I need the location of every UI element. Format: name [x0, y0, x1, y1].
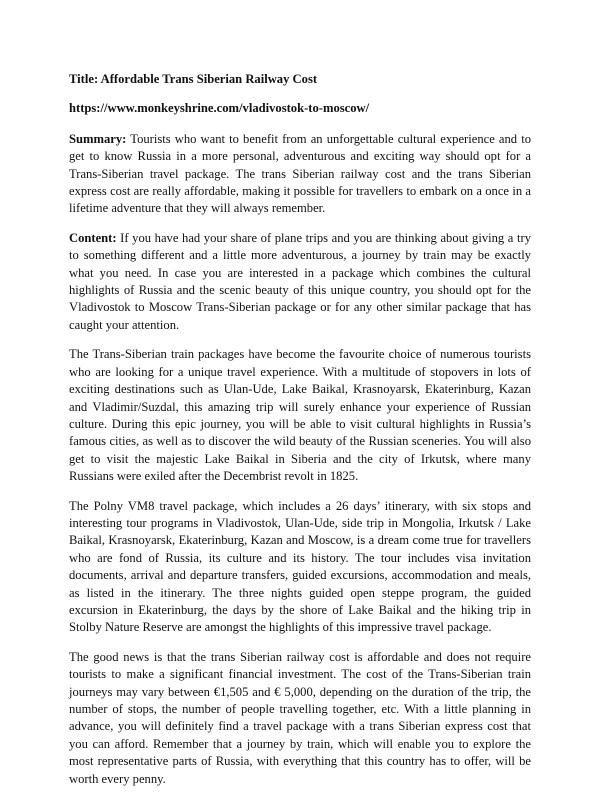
summary-text: Tourists who want to benefit from an unforgettable cultural experience and to get to know Russia in a more personal, adventurous and exciting way should opt for a Trans-Siberian travel package. The trans Siberian railway cost and the trans Siberian express cost are really affordable, making it possible for travellers to embark on a once in a lifetime adventure that they will always remember.	[69, 131, 531, 216]
summary-paragraph	[69, 131, 531, 218]
body-paragraph: The good news is that the trans Siberian railway cost is affordable and does not require tourists to make a significant financial investment. The cost of the Trans-Siberian train journeys may vary between €1,505 and € 5,000, depending on the duration of the trip, the number of stops, the number of people travelling together, etc. With a little planning in advance, you will definitely find a travel package with a trans Siberian express cost that you can afford. Remember that a journey by train, which will enable you to explore the most representative parts of Russia, with everything that this country has to offer, will be worth every penny.	[69, 649, 531, 786]
document-url: https://www.monkeyshrine.com/vladivostok-to-moscow/	[69, 101, 370, 116]
body-paragraph: The Polny VM8 travel package, which includes a 26 days’ itinerary, with six stops and interesting tour programs in Vladivostok, Ulan-Ude, side trip in Mongolia, Irkutsk / Lake Baikal, Krasnoyarsk, Ekaterinburg, Kazan and Moscow, is a dream come true for travellers who are fond of Russia, its culture and its history. The tour includes visa invitation documents, arrival and departure transfers, guided excursions, accommodation and meals, as listed in the itinerary. The three nights guided open steppe program, the guided excursion in Ekaterinburg, the days by the shore of Lake Baikal and the hiking trip in Stolby Nature Reserve are amongst the highlights of this impressive travel package.	[69, 498, 531, 635]
content-paragraph	[69, 230, 531, 334]
body-paragraph: The Trans-Siberian train packages have become the favourite choice of numerous tourists who are looking for a unique travel experience. With a multitude of stopovers in lots of exciting destinations such as Ulan-Ude, Lake Baikal, Krasnoyarsk, Ekaterinburg, Kazan and Vladimir/Suzdal, this amazing trip will surely enhance your experience of Russian culture. During this epic journey, you will be able to visit cultural highlights in Russia’s famous cities, as well as to discover the wild beauty of the Russian sceneries. You will also get to visit the majestic Lake Baikal in Siberia and the city of Irkutsk, where many Russians were exiled after the Decembrist revolt in 1825.	[69, 347, 531, 484]
summary-label: Summary:	[69, 131, 127, 146]
document-title: Title: Affordable Trans Siberian Railway Cost	[69, 72, 318, 86]
document-page	[69, 71, 531, 800]
content-label: Content:	[69, 230, 117, 245]
content-text: If you have had your share of plane trips and you are thinking about giving a try to something different and a little more adventurous, a journey by train may be exactly what you need. In case you are interested in a package which combines the cultural highlights of Russia and the scenic beauty of this unique country, you should opt for the Vladivostok to Moscow Trans-Siberian package or for any other similar package that has caught your attention.	[69, 230, 531, 332]
